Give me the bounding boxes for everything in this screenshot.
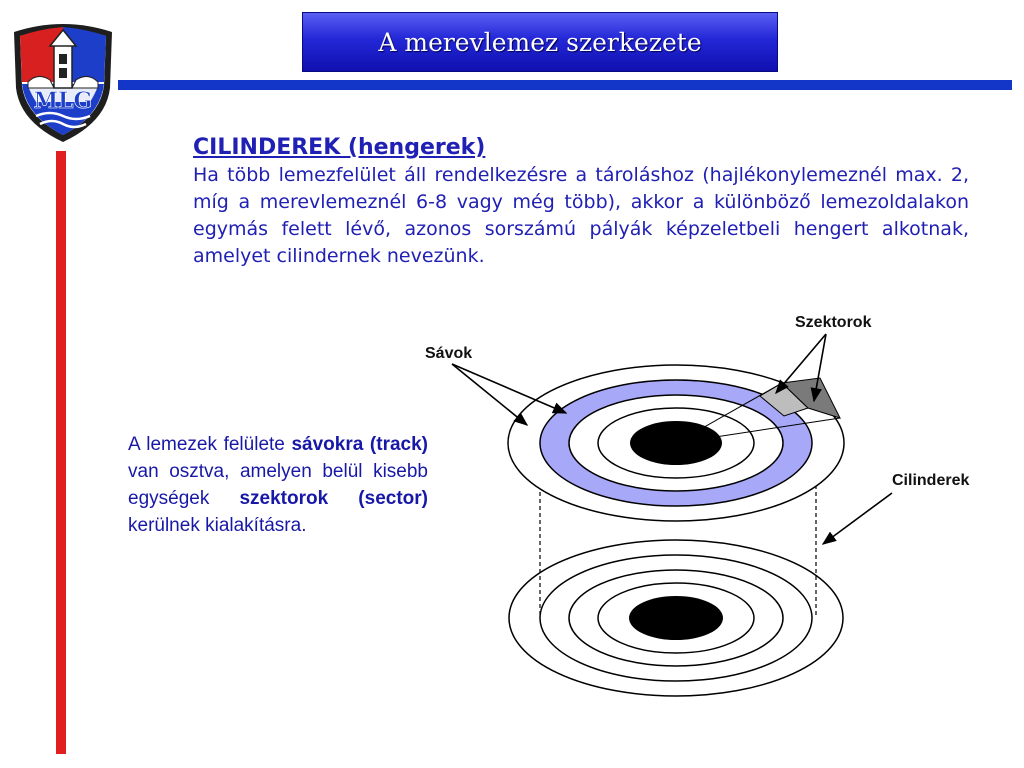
label-sectors: Szektorok bbox=[795, 314, 872, 331]
horizontal-accent-bar bbox=[118, 80, 1012, 90]
arrow-tracks-outer bbox=[452, 364, 527, 425]
side-text-bold-sectors: szektorok (sector) bbox=[239, 488, 428, 509]
cylinder-diagram bbox=[380, 296, 1020, 766]
logo-text: MLG bbox=[33, 88, 93, 114]
side-text-part-3: kerülnek kialakításra. bbox=[128, 515, 307, 536]
side-text-part-1: A lemezek felülete bbox=[128, 434, 292, 455]
slide-title: A merevlemez szerkezete bbox=[378, 27, 702, 57]
top-platter bbox=[508, 365, 844, 521]
section-heading: CILINDEREK (hengerek) bbox=[193, 135, 486, 160]
main-paragraph: Ha több lemezfelület áll rendelkezésre a tároláshoz (hajlékonylemeznél max. 2, míg a merevlemeznél 6-8 vagy még több), akkor a különböző lemezoldalakon egymás felett lévő, azonos sorszámú pályák képzeletbeli hengert alkotnak, amelyet cilindernek nevezünk. bbox=[193, 164, 969, 267]
arrow-cylinders bbox=[823, 493, 892, 544]
bottom-spindle-hole bbox=[629, 596, 723, 640]
bottom-platter bbox=[509, 540, 843, 696]
arrow-tracks-inner bbox=[452, 364, 566, 413]
title-banner bbox=[302, 12, 778, 72]
label-cylinders: Cilinderek bbox=[892, 472, 970, 489]
label-tracks: Sávok bbox=[425, 345, 473, 362]
main-text-block bbox=[193, 134, 969, 270]
top-spindle-hole bbox=[630, 421, 722, 465]
side-text-part-2: van osztva, amelyen belül kisebb egységek bbox=[128, 461, 428, 509]
school-logo bbox=[10, 22, 116, 144]
side-text-bold-tracks: sávokra (track) bbox=[291, 434, 428, 455]
vertical-accent-bar bbox=[56, 151, 66, 754]
